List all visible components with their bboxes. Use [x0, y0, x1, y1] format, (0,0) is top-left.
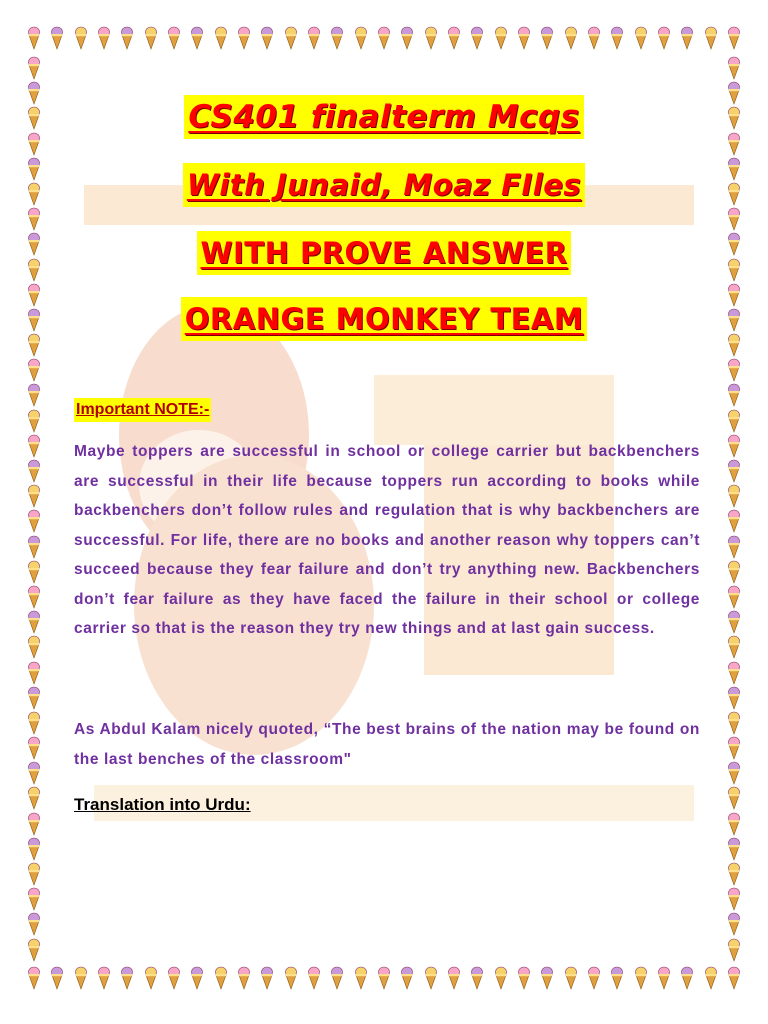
- ice-cream-cone-icon: [28, 837, 40, 861]
- ice-cream-cone-icon: [728, 610, 740, 634]
- ice-cream-cone-icon: [728, 358, 740, 382]
- ice-cream-cone-icon: [518, 26, 530, 50]
- ice-cream-cone-icon: [285, 966, 297, 990]
- ice-cream-cone-icon: [98, 26, 110, 50]
- ice-cream-cone-icon: [28, 459, 40, 483]
- title-line-1: CS401 finalterm Mcqs: [0, 95, 768, 139]
- ice-cream-cone-icon: [728, 837, 740, 861]
- ice-cream-cone-icon: [728, 711, 740, 735]
- ice-cream-cone-icon: [425, 26, 437, 50]
- ice-cream-cone-icon: [308, 966, 320, 990]
- ice-cream-cone-icon: [28, 761, 40, 785]
- ice-cream-cone-icon: [425, 966, 437, 990]
- ice-cream-cone-icon: [238, 26, 250, 50]
- ice-cream-cone-icon: [518, 966, 530, 990]
- ice-cream-cone-icon: [728, 862, 740, 886]
- ice-cream-cone-icon: [588, 26, 600, 50]
- ice-cream-cone-icon: [401, 26, 413, 50]
- ice-cream-cone-icon: [28, 912, 40, 936]
- ice-cream-cone-icon: [28, 26, 40, 50]
- ice-cream-cone-icon: [565, 966, 577, 990]
- ice-cream-cone-icon: [728, 786, 740, 810]
- ice-cream-cone-icon: [145, 966, 157, 990]
- ice-cream-cone-icon: [261, 26, 273, 50]
- ice-cream-cone-icon: [728, 383, 740, 407]
- ice-cream-cone-icon: [728, 912, 740, 936]
- ice-cream-cone-icon: [728, 661, 740, 685]
- translation-heading: Translation into Urdu:: [74, 795, 251, 814]
- ice-cream-cone-icon: [728, 887, 740, 911]
- ice-cream-cone-icon: [28, 635, 40, 659]
- ice-cream-cone-icon: [28, 711, 40, 735]
- ice-cream-cone-icon: [28, 535, 40, 559]
- ice-cream-cone-icon: [28, 812, 40, 836]
- ice-cream-cone-icon: [728, 26, 740, 50]
- ice-cream-cone-icon: [728, 560, 740, 584]
- ice-cream-cone-icon: [191, 966, 203, 990]
- ice-cream-cone-icon: [541, 26, 553, 50]
- ice-cream-cone-icon: [28, 56, 40, 80]
- ice-cream-cone-icon: [28, 686, 40, 710]
- title-line-4: ORANGE MONKEY TEAM: [0, 297, 768, 341]
- ice-cream-cone-icon: [215, 966, 227, 990]
- ice-cream-cone-icon: [728, 484, 740, 508]
- ice-cream-cone-icon: [448, 26, 460, 50]
- ice-cream-cone-icon: [28, 434, 40, 458]
- ice-cream-cone-icon: [728, 938, 740, 962]
- ice-cream-cone-icon: [28, 862, 40, 886]
- ice-cream-cone-icon: [495, 26, 507, 50]
- ice-cream-cone-icon: [28, 207, 40, 231]
- ice-cream-cone-icon: [495, 966, 507, 990]
- ice-cream-cone-icon: [28, 383, 40, 407]
- ice-cream-border-top: [28, 26, 740, 50]
- note-paragraph-2: As Abdul Kalam nicely quoted, “The best brains of the nation may be found on the last benches of the classroom": [74, 721, 700, 768]
- ice-cream-cone-icon: [728, 535, 740, 559]
- ice-cream-cone-icon: [728, 434, 740, 458]
- ice-cream-cone-icon: [401, 966, 413, 990]
- ice-cream-cone-icon: [728, 207, 740, 231]
- ice-cream-cone-icon: [331, 966, 343, 990]
- ice-cream-cone-icon: [728, 585, 740, 609]
- ice-cream-cone-icon: [75, 26, 87, 50]
- ice-cream-cone-icon: [238, 966, 250, 990]
- ice-cream-cone-icon: [28, 560, 40, 584]
- ice-cream-cone-icon: [611, 966, 623, 990]
- ice-cream-cone-icon: [728, 635, 740, 659]
- ice-cream-cone-icon: [728, 686, 740, 710]
- ice-cream-cone-icon: [191, 26, 203, 50]
- ice-cream-cone-icon: [658, 966, 670, 990]
- ice-cream-cone-icon: [378, 26, 390, 50]
- ice-cream-cone-icon: [28, 661, 40, 685]
- ice-cream-cone-icon: [308, 26, 320, 50]
- ice-cream-cone-icon: [705, 26, 717, 50]
- ice-cream-cone-icon: [285, 26, 297, 50]
- ice-cream-cone-icon: [28, 966, 40, 990]
- ice-cream-cone-icon: [51, 966, 63, 990]
- ice-cream-cone-icon: [728, 509, 740, 533]
- ice-cream-cone-icon: [378, 966, 390, 990]
- ice-cream-cone-icon: [635, 966, 647, 990]
- ice-cream-cone-icon: [168, 26, 180, 50]
- title-line-2: With Junaid, Moaz FIles: [0, 163, 768, 207]
- note-paragraph-1: Maybe toppers are successful in school or college carrier but backbenchers are successful in their life because toppers run according to books while backbenchers don’t follow rules and regulation that is why backbenchers are successful. For life, there are no books and another reason why toppers can’t succeed because they fear failure and don’t try anything new. Backbenchers don’t fear failure as they have faced the failure in their school or college carrier so that is the reason they try new things and at last gain success.: [74, 443, 700, 637]
- ice-cream-cone-icon: [331, 26, 343, 50]
- ice-cream-cone-icon: [658, 26, 670, 50]
- ice-cream-cone-icon: [448, 966, 460, 990]
- ice-cream-cone-icon: [28, 887, 40, 911]
- ice-cream-cone-icon: [261, 966, 273, 990]
- ice-cream-cone-icon: [681, 966, 693, 990]
- ice-cream-cone-icon: [28, 484, 40, 508]
- ice-cream-cone-icon: [611, 26, 623, 50]
- ice-cream-cone-icon: [121, 26, 133, 50]
- ice-cream-cone-icon: [705, 966, 717, 990]
- ice-cream-cone-icon: [28, 610, 40, 634]
- watermark-block: [374, 375, 614, 445]
- ice-cream-cone-icon: [728, 736, 740, 760]
- ice-cream-cone-icon: [98, 966, 110, 990]
- ice-cream-border-bottom: [28, 966, 740, 990]
- ice-cream-cone-icon: [28, 786, 40, 810]
- ice-cream-cone-icon: [75, 966, 87, 990]
- ice-cream-cone-icon: [28, 509, 40, 533]
- ice-cream-cone-icon: [588, 966, 600, 990]
- ice-cream-cone-icon: [145, 26, 157, 50]
- ice-cream-cone-icon: [728, 459, 740, 483]
- ice-cream-cone-icon: [168, 966, 180, 990]
- ice-cream-cone-icon: [728, 761, 740, 785]
- ice-cream-cone-icon: [728, 812, 740, 836]
- ice-cream-cone-icon: [51, 26, 63, 50]
- ice-cream-cone-icon: [471, 26, 483, 50]
- ice-cream-cone-icon: [355, 26, 367, 50]
- ice-cream-cone-icon: [635, 26, 647, 50]
- title-line-3: WITH PROVE ANSWER: [0, 231, 768, 275]
- ice-cream-cone-icon: [121, 966, 133, 990]
- ice-cream-cone-icon: [728, 56, 740, 80]
- ice-cream-cone-icon: [471, 966, 483, 990]
- ice-cream-cone-icon: [28, 358, 40, 382]
- ice-cream-cone-icon: [565, 26, 577, 50]
- ice-cream-cone-icon: [541, 966, 553, 990]
- ice-cream-cone-icon: [28, 585, 40, 609]
- important-note-heading: Important NOTE:-: [74, 398, 211, 422]
- ice-cream-cone-icon: [28, 409, 40, 433]
- ice-cream-cone-icon: [728, 409, 740, 433]
- ice-cream-cone-icon: [355, 966, 367, 990]
- ice-cream-cone-icon: [28, 736, 40, 760]
- ice-cream-cone-icon: [215, 26, 227, 50]
- ice-cream-cone-icon: [28, 938, 40, 962]
- ice-cream-cone-icon: [728, 966, 740, 990]
- ice-cream-cone-icon: [681, 26, 693, 50]
